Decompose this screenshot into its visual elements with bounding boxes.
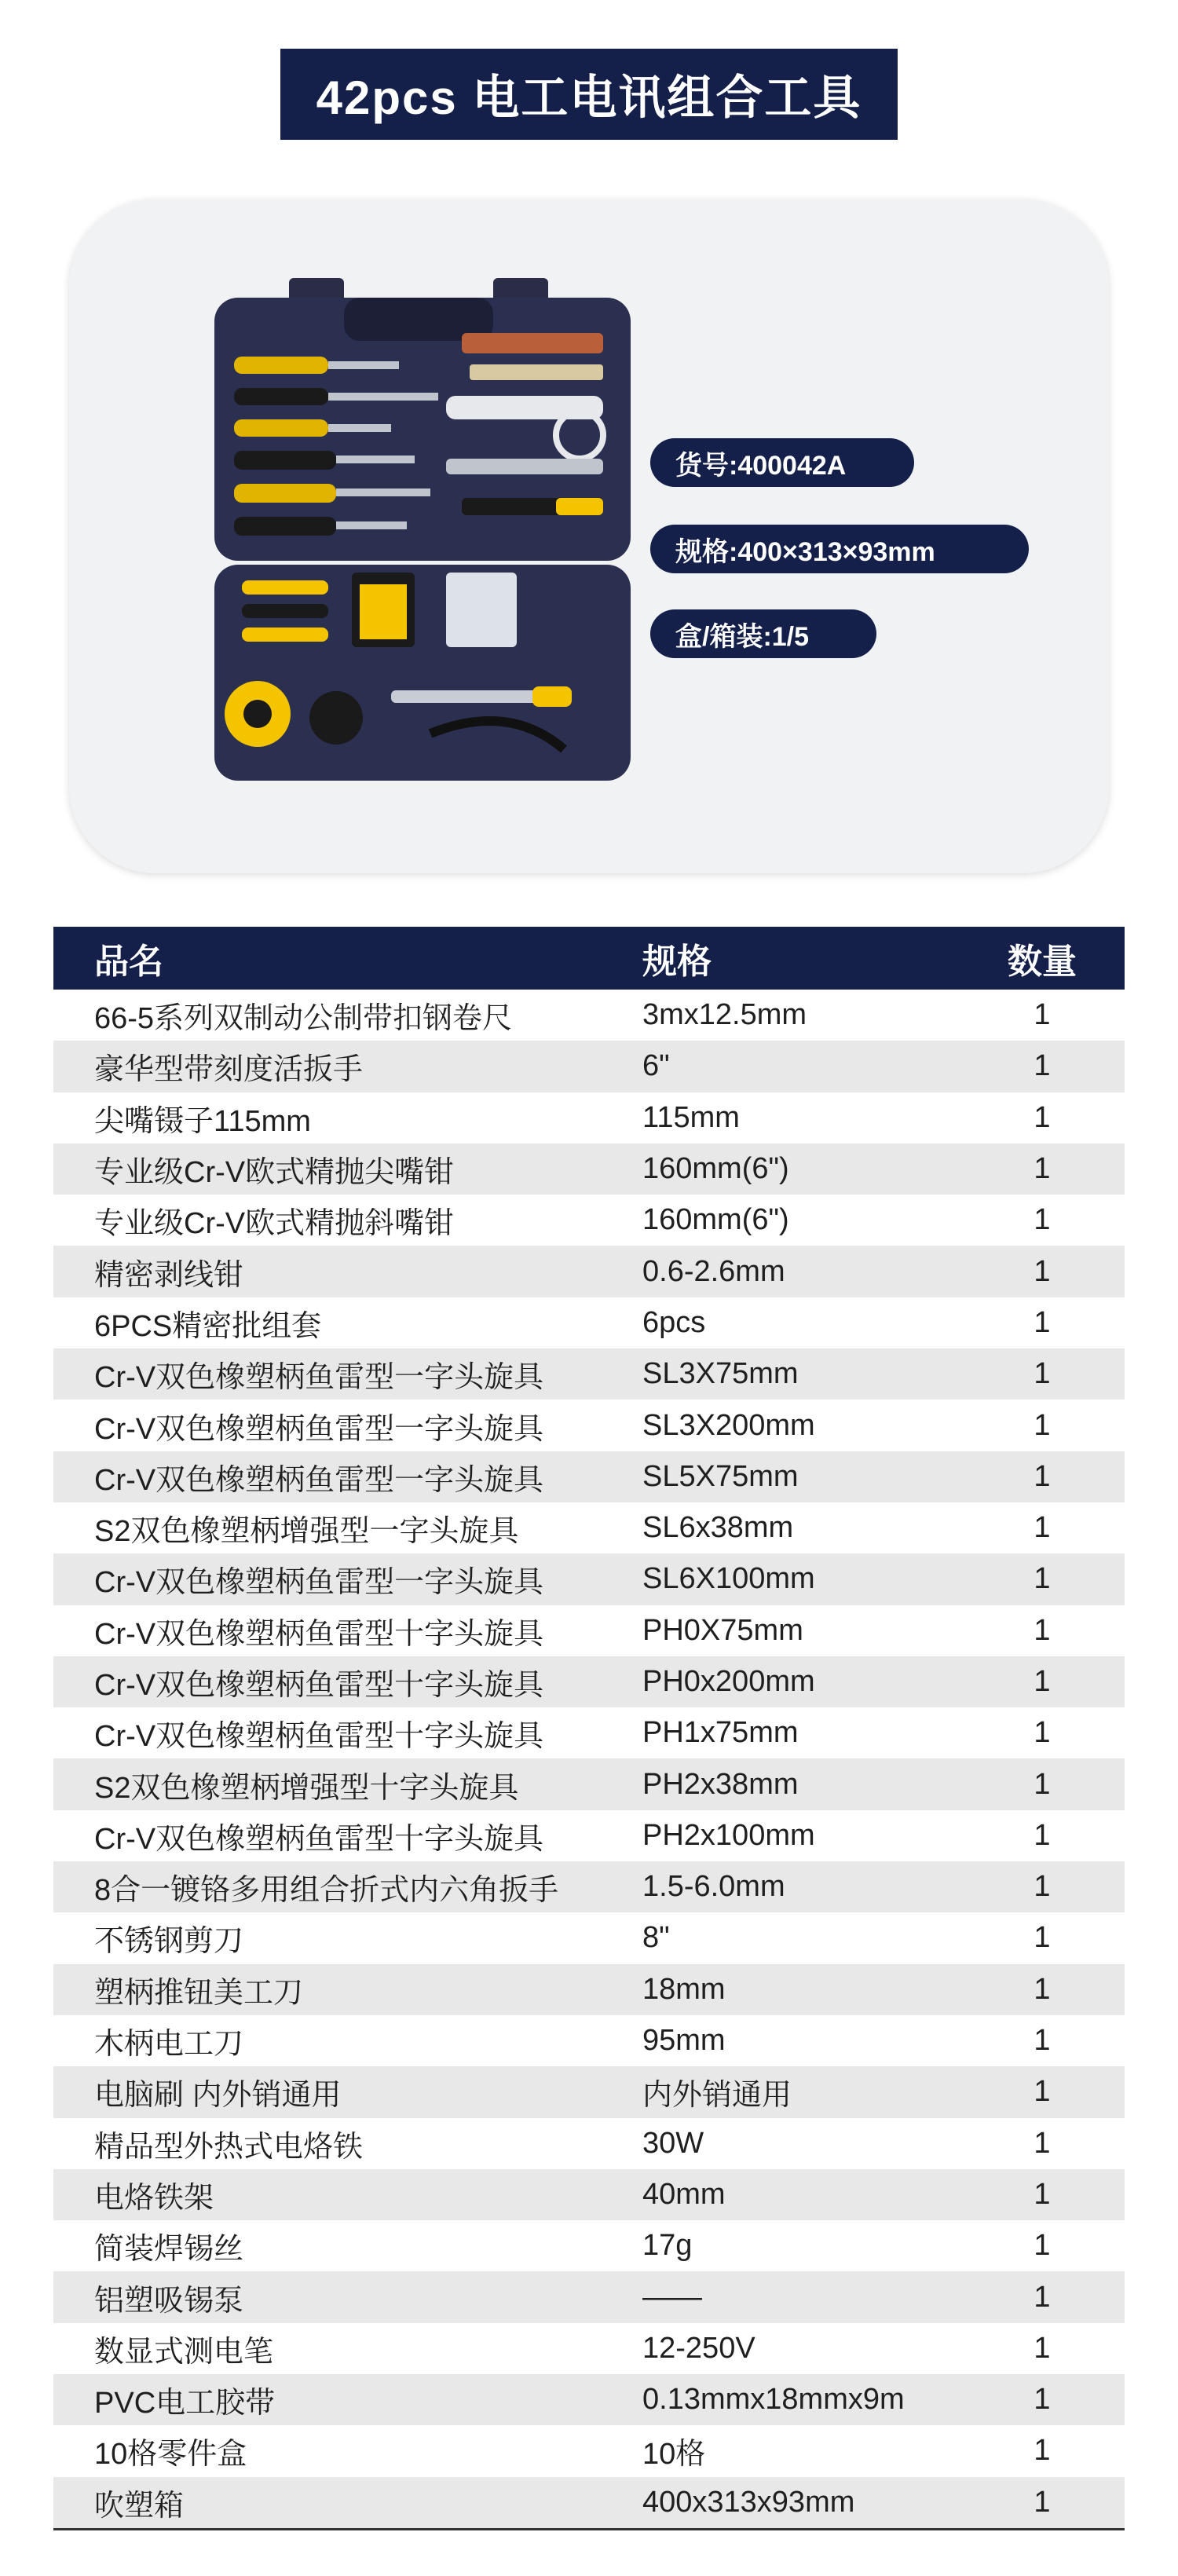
header-qty: 数量 (1008, 942, 1077, 981)
cell-spec: 400x313x93mm (642, 2485, 855, 2519)
cell-spec: 30W (642, 2126, 704, 2160)
cell-spec: 3mx12.5mm (642, 998, 807, 1032)
spec-dimensions: 规格:400×313×93mm (650, 525, 1029, 573)
table-row (53, 1758, 1125, 1809)
table-row (53, 990, 1125, 1041)
cell-spec: 95mm (642, 2024, 726, 2058)
cell-spec: SL5X75mm (642, 1459, 799, 1493)
table-row (53, 1810, 1125, 1861)
title-banner (280, 49, 898, 140)
table-row (53, 1246, 1125, 1297)
cell-spec: 115mm (642, 1100, 740, 1134)
cell-name: 精密剥线钳 (94, 1258, 244, 1292)
cell-name: 豪华型带刻度活扳手 (94, 1053, 364, 1087)
table-row (53, 1502, 1125, 1553)
table-row (53, 2323, 1125, 2374)
cell-name: 电烙铁架 (94, 2181, 214, 2215)
cell-name: 专业级Cr-V欧式精抛尖嘴钳 (94, 1156, 455, 1190)
cell-spec: 8" (642, 1921, 670, 1955)
table-row (53, 1092, 1125, 1143)
cell-name: 66-5系列双制动公制带扣钢卷尺 (94, 1002, 513, 1036)
cell-qty: 1 (1033, 1152, 1051, 1186)
cell-spec: 160mm(6") (642, 1152, 789, 1186)
cell-name: Cr-V双色橡塑柄鱼雷型十字头旋具 (94, 1822, 544, 1856)
cell-qty: 1 (1033, 2280, 1051, 2314)
table-row (53, 2425, 1125, 2476)
cell-spec: 6pcs (642, 1305, 706, 1339)
table-row (53, 2374, 1125, 2425)
cell-name: Cr-V双色橡塑柄鱼雷型一字头旋具 (94, 1412, 544, 1446)
cell-spec: PH2x100mm (642, 1818, 815, 1852)
cell-name: Cr-V双色橡塑柄鱼雷型一字头旋具 (94, 1566, 544, 1600)
header-spec: 规格 (642, 942, 712, 981)
cell-qty: 1 (1033, 1613, 1051, 1647)
table-row (53, 1912, 1125, 1963)
cell-qty: 1 (1033, 998, 1051, 1032)
table-row (53, 1656, 1125, 1707)
cell-name: Cr-V双色橡塑柄鱼雷型一字头旋具 (94, 1361, 544, 1395)
cell-name: 精品型外热式电烙铁 (94, 2130, 364, 2164)
cell-spec: SL6X100mm (642, 1562, 815, 1596)
title-stripe (280, 49, 281, 140)
table-row (53, 1605, 1125, 1656)
cell-name: 铝塑吸锡泵 (94, 2284, 244, 2318)
cell-name: 简装焊锡丝 (94, 2233, 244, 2267)
cell-name: 专业级Cr-V欧式精抛斜嘴钳 (94, 1207, 455, 1241)
cell-qty: 1 (1033, 1511, 1051, 1545)
header-name: 品名 (94, 942, 163, 981)
cell-qty: 1 (1033, 2383, 1051, 2417)
parts-table (53, 927, 1125, 2530)
cell-name: PVC电工胶带 (94, 2387, 276, 2420)
cell-spec: SL3X75mm (642, 1357, 799, 1391)
cell-qty: 1 (1033, 1972, 1051, 2006)
cell-qty: 1 (1033, 2485, 1051, 2519)
cell-qty: 1 (1033, 1870, 1051, 1904)
cell-qty: 1 (1033, 1408, 1051, 1442)
cell-spec: PH2x38mm (642, 1767, 799, 1801)
cell-qty: 1 (1033, 1254, 1051, 1288)
table-row (53, 1400, 1125, 1451)
cell-spec: 17g (642, 2229, 693, 2263)
spec-item-number: 货号:400042A (650, 438, 914, 487)
table-row (53, 2169, 1125, 2220)
page-title: 42pcs 电工电讯组合工具 (316, 71, 862, 124)
cell-spec: 40mm (642, 2177, 726, 2211)
cell-name: Cr-V双色橡塑柄鱼雷型一字头旋具 (94, 1463, 544, 1497)
toolbox-image (210, 278, 642, 781)
cell-name: 电脑刷 内外销通用 (94, 2079, 342, 2113)
cell-name: 8合一镀铬多用组合折式内六角扳手 (94, 1874, 559, 1908)
table-row (53, 2477, 1125, 2528)
cell-spec: SL3X200mm (642, 1408, 815, 1442)
cell-qty: 1 (1033, 2075, 1051, 2109)
cell-name: Cr-V双色橡塑柄鱼雷型十字头旋具 (94, 1617, 544, 1651)
cell-qty: 1 (1033, 1459, 1051, 1493)
cell-name: S2双色橡塑柄增强型一字头旋具 (94, 1515, 519, 1549)
table-row (53, 1707, 1125, 1758)
cell-qty: 1 (1033, 2331, 1051, 2365)
cell-name: 数显式测电笔 (94, 2335, 274, 2369)
cell-qty: 1 (1033, 2126, 1051, 2160)
cell-qty: 1 (1033, 2024, 1051, 2058)
cell-spec: 1.5-6.0mm (642, 1870, 785, 1904)
table-row (53, 2118, 1125, 2169)
cell-name: 吹塑箱 (94, 2489, 185, 2523)
cell-spec: —— (642, 2280, 702, 2314)
table-row (53, 2271, 1125, 2322)
cell-spec: 10格 (642, 2438, 706, 2472)
cell-name: Cr-V双色橡塑柄鱼雷型十字头旋具 (94, 1669, 544, 1702)
table-row (53, 2015, 1125, 2066)
cell-name: S2双色橡塑柄增强型十字头旋具 (94, 1771, 519, 1805)
cell-spec: 6" (642, 1049, 670, 1083)
spec-packing: 盒/箱装:1/5 (650, 609, 876, 658)
product-card (69, 199, 1109, 873)
cell-name: 6PCS精密批组套 (94, 1309, 322, 1343)
cell-spec: 160mm(6") (642, 1203, 789, 1237)
table-row (53, 1143, 1125, 1195)
table-row (53, 1041, 1125, 1092)
table-row (53, 1297, 1125, 1348)
table-divider (53, 2528, 1125, 2530)
cell-qty: 1 (1033, 1818, 1051, 1852)
table-row (53, 1348, 1125, 1400)
cell-name: 木柄电工刀 (94, 2028, 244, 2062)
table-row (53, 1451, 1125, 1502)
cell-qty: 1 (1033, 1357, 1051, 1391)
cell-qty: 1 (1033, 2177, 1051, 2211)
cell-spec: 内外销通用 (642, 2079, 792, 2113)
cell-qty: 1 (1033, 1767, 1051, 1801)
cell-qty: 1 (1033, 1100, 1051, 1134)
cell-qty: 1 (1033, 1921, 1051, 1955)
cell-spec: 0.6-2.6mm (642, 1254, 785, 1288)
cell-qty: 1 (1033, 1049, 1051, 1083)
table-row (53, 2220, 1125, 2271)
cell-spec: PH0x200mm (642, 1665, 815, 1698)
cell-qty: 1 (1033, 2434, 1051, 2468)
cell-qty: 1 (1033, 1203, 1051, 1237)
cell-spec: 12-250V (642, 2331, 755, 2365)
table-row (53, 2066, 1125, 2117)
cell-name: Cr-V双色橡塑柄鱼雷型十字头旋具 (94, 1720, 544, 1754)
cell-qty: 1 (1033, 1305, 1051, 1339)
table-row (53, 1553, 1125, 1605)
table-row (53, 1964, 1125, 2015)
cell-name: 塑柄推钮美工刀 (94, 1976, 304, 2010)
cell-spec: 18mm (642, 1972, 726, 2006)
table-body (53, 990, 1125, 2528)
cell-qty: 1 (1033, 1716, 1051, 1750)
cell-spec: 0.13mmx18mmx9m (642, 2383, 905, 2417)
cell-spec: PH0X75mm (642, 1613, 803, 1647)
table-row (53, 1195, 1125, 1246)
cell-name: 10格零件盒 (94, 2438, 247, 2472)
cell-qty: 1 (1033, 1562, 1051, 1596)
table-row (53, 1861, 1125, 1912)
cell-qty: 1 (1033, 2229, 1051, 2263)
cell-qty: 1 (1033, 1665, 1051, 1698)
cell-spec: SL6x38mm (642, 1511, 794, 1545)
cell-name: 不锈钢剪刀 (94, 1925, 244, 1959)
table-header (53, 927, 1125, 990)
cell-name: 尖嘴镊子115mm (94, 1104, 311, 1138)
cell-spec: PH1x75mm (642, 1716, 799, 1750)
